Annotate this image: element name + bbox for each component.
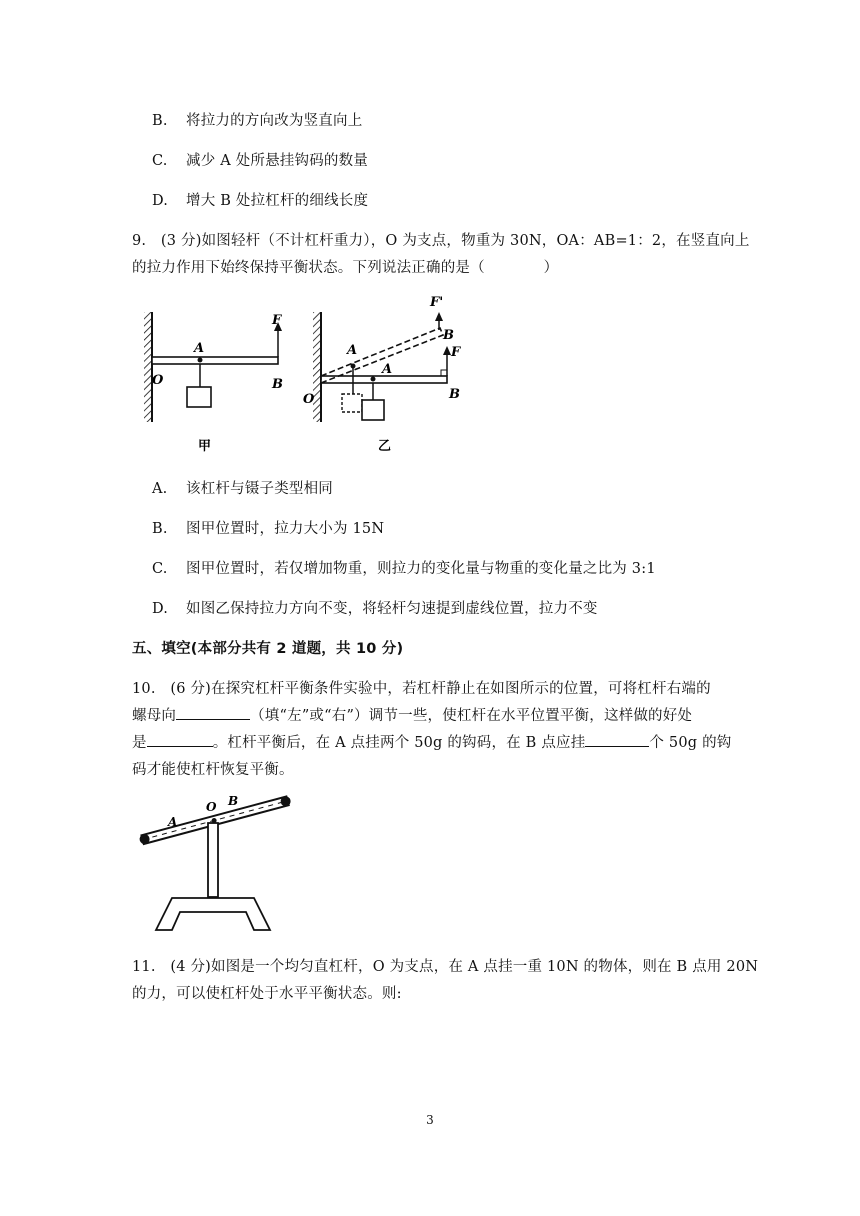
- option-item: [152, 517, 384, 538]
- q10-text: 。杠杆平衡后，在 A 点挂两个 50g 的钩码，在 B 点应挂: [212, 735, 586, 751]
- label-f: F: [272, 313, 282, 328]
- q11-stem-line1: 11. (4 分)如图是一个均匀直杠杆，O 为支点，在 A 点挂一重 10N 的物体，则在 B 点用 20N: [132, 959, 759, 975]
- figure-jia: [144, 312, 283, 454]
- q10-stem-line3: [132, 731, 731, 752]
- option-letter: A.: [152, 481, 168, 497]
- q10-text: 个 50g 的钩: [649, 735, 732, 751]
- label-b: B: [449, 387, 460, 402]
- q10-stem-line4: 码才能使杠杆恢复平衡。: [132, 762, 294, 778]
- q10-stem-line2: [132, 704, 692, 725]
- option-text: 图甲位置时，若仅增加物重，则拉力的变化量与物重的变化量之比为 3:1: [186, 561, 656, 577]
- q9-stem-line1: 9. (3 分)如图轻杆（不计杠杆重力），O 为支点，物重为 30N，OA：AB=1：2，在竖直向上: [132, 233, 750, 249]
- answer-blank[interactable]: [147, 734, 213, 747]
- label-f: F: [451, 345, 461, 360]
- label-o: O: [152, 373, 164, 388]
- q10-text: （填“左”或“右”）调节一些，使杠杆在水平位置平衡，这样做的好处: [250, 708, 693, 724]
- caption-jia: 甲: [198, 439, 212, 454]
- option-letter: C.: [152, 561, 168, 577]
- q9-stem-line2: 的拉力作用下始终保持平衡状态。下列说法正确的是（ ）: [132, 260, 559, 276]
- wall: [144, 312, 152, 422]
- option-text: 图甲位置时，拉力大小为 15N: [186, 521, 385, 537]
- answer-blank[interactable]: [585, 734, 649, 747]
- weight-box: [362, 400, 384, 420]
- q10-text: 螺母向: [132, 708, 177, 724]
- option-letter: C.: [152, 153, 168, 169]
- answer-blank[interactable]: [176, 707, 250, 720]
- weight-box: [187, 387, 211, 407]
- section-title: 五、填空(本部分共有 2 道题，共 10 分): [132, 641, 404, 657]
- label-f-prime: F': [430, 295, 444, 310]
- label-b: B: [228, 794, 239, 808]
- option-item: [152, 597, 598, 618]
- option-text: 如图乙保持拉力方向不变，将轻杆匀速提到虚线位置，拉力不变: [186, 601, 598, 617]
- option-item: [152, 189, 368, 210]
- option-item: [152, 109, 362, 130]
- option-text: 该杠杆与镊子类型相同: [186, 481, 333, 497]
- weight-box-dashed: [342, 394, 362, 412]
- label-a: A: [194, 341, 205, 356]
- lever-bar: [152, 357, 278, 364]
- page-number: 3: [426, 1113, 434, 1127]
- label-o: O: [303, 392, 315, 407]
- label-o: O: [206, 800, 217, 814]
- option-letter: B.: [152, 521, 168, 537]
- caption-yi: 乙: [378, 439, 392, 454]
- pivot-a: [371, 377, 376, 382]
- label-a: A: [168, 815, 178, 829]
- force-arrow-prime: [435, 312, 443, 321]
- q10-stem-line1: 10. (6 分)在探究杠杆平衡条件实验中，若杠杆静止在如图所示的位置，可将杠杆右端的: [132, 681, 711, 697]
- stand-post: [208, 823, 218, 897]
- option-text: 增大 B 处拉杠杆的细线长度: [186, 193, 369, 209]
- q10-text: 是: [132, 735, 147, 751]
- label-a-dashed: A: [347, 343, 358, 358]
- q11-stem-line2: 的力，可以使杠杆处于水平平衡状态。则:: [132, 986, 402, 1002]
- option-letter: D.: [152, 601, 169, 617]
- stand-base: [156, 898, 270, 930]
- figure-yi: [303, 295, 461, 454]
- option-letter: D.: [152, 193, 169, 209]
- label-b: B: [272, 377, 283, 392]
- label-b-dashed: B: [443, 328, 454, 343]
- force-arrow: [443, 346, 451, 355]
- option-letter: B.: [152, 113, 168, 129]
- pivot-a: [198, 358, 203, 363]
- option-item: [152, 149, 368, 170]
- option-item: [152, 557, 656, 578]
- label-a: A: [382, 362, 393, 377]
- q10-figure: [130, 790, 310, 935]
- option-text: 减少 A 处所悬挂钩码的数量: [186, 153, 368, 169]
- q9-figure: [130, 290, 480, 460]
- option-item: [152, 477, 333, 498]
- lever-bar: [321, 376, 447, 383]
- option-text: 将拉力的方向改为竖直向上: [186, 113, 363, 129]
- pivot-a-dashed: [351, 364, 356, 369]
